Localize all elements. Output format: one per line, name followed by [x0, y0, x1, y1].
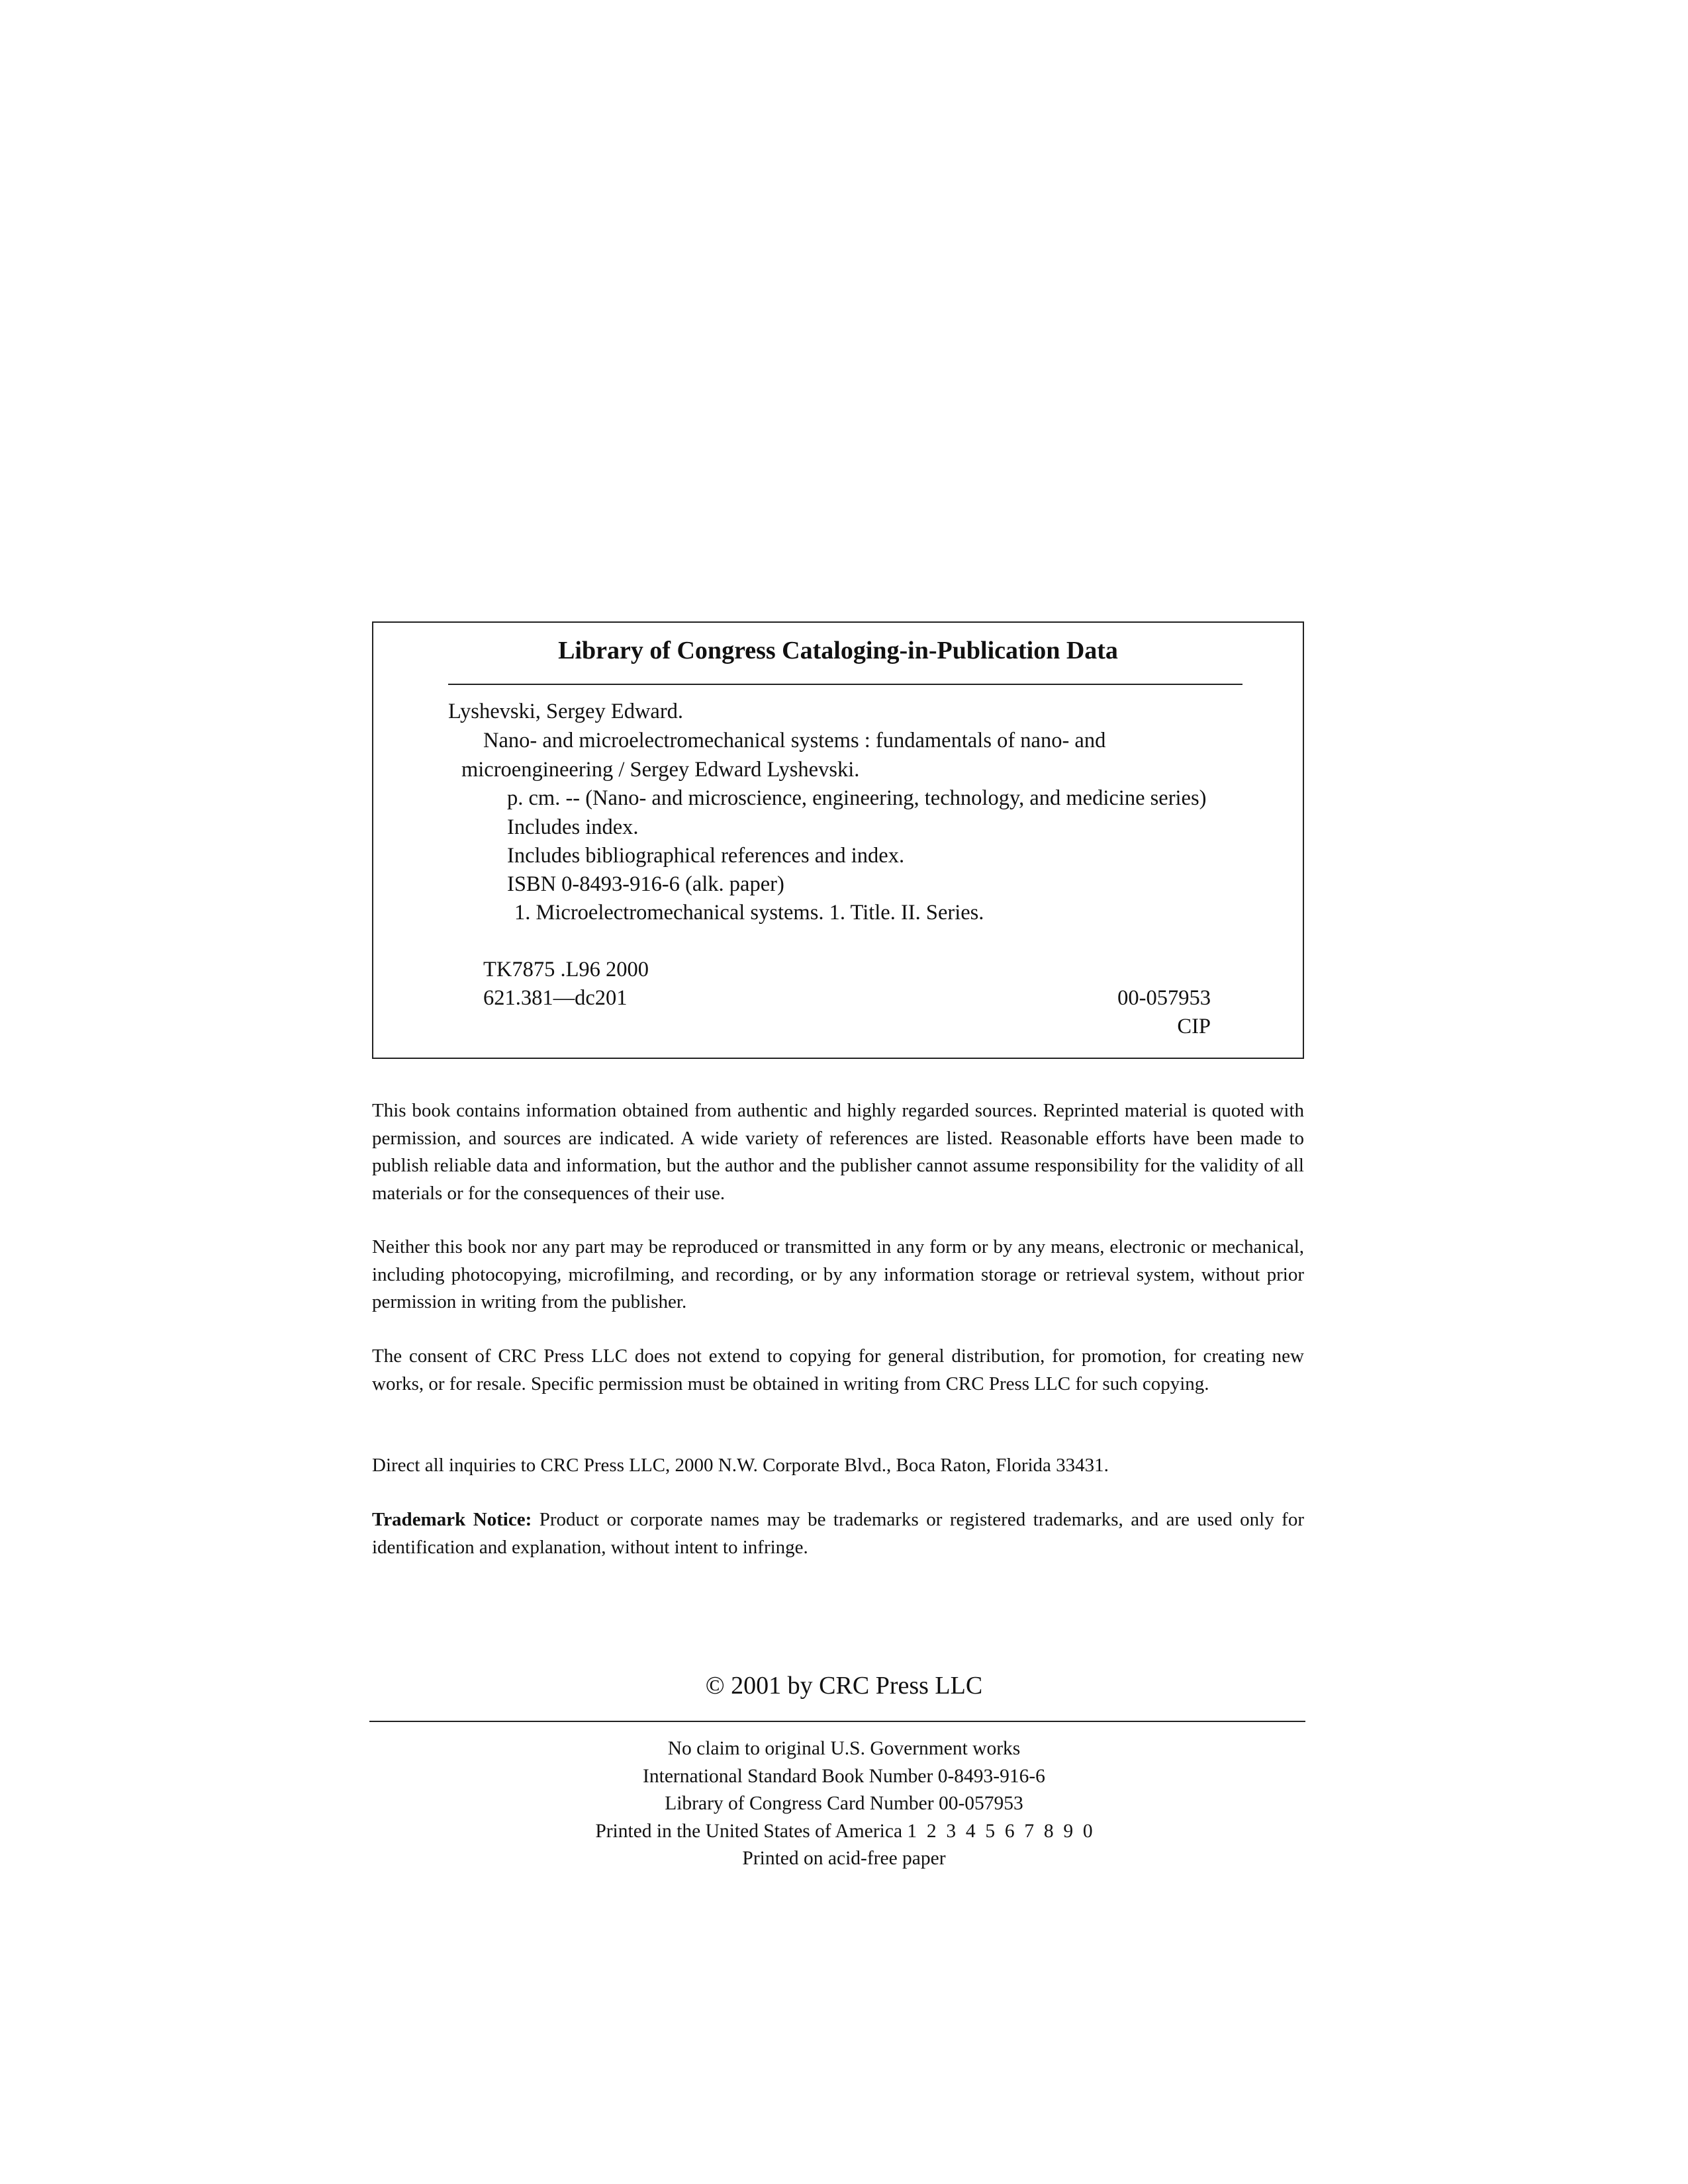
- trademark-notice: [372, 1506, 1304, 1561]
- cip-title-rule: [448, 684, 1243, 685]
- inquiries-notice-text: Direct all inquiries to CRC Press LLC, 2000 N.W. Corporate Blvd., Boca Raton, Florida 33431.: [372, 1455, 1109, 1476]
- lccn-line: Library of Congress Card Number 00-057953: [665, 1793, 1023, 1814]
- printed-in-line: Printed in the United States of America 1 2 3 4 5 6 7 8 9 0: [595, 1820, 1093, 1842]
- consent-notice-text: The consent of CRC Press LLC does not extend to copying for general distribution, for promotion, for creating new works, or for resale. Specific permission must be obtained in writing from CRC Press LLC for such copying.: [372, 1345, 1304, 1394]
- cip-title-line-1: Nano- and microelectromechanical systems : fundamentals of nano- and: [483, 729, 1106, 752]
- cip-title: Library of Congress Cataloging-in-Publication Data: [558, 637, 1118, 664]
- publication-details: [0, 1735, 1688, 1873]
- sources-notice: [372, 1097, 1304, 1207]
- cip-lc-class: TK7875 .L96 2000: [483, 958, 649, 981]
- cip-note-bibliography: Includes bibliographical references and index.: [507, 844, 905, 868]
- isbn-line: International Standard Book Number 0-8493-916-6: [643, 1765, 1045, 1787]
- sources-notice-text: This book contains information obtained from authentic and highly regarded sources. Reprinted material is quoted with permission, and sources are indicated. A wide variety of references are listed. Reasonable efforts have been made to publish reliable data and information, but the author and the publisher cannot assume responsibility for the validity of all materials or for the consequences of their use.: [372, 1100, 1304, 1204]
- inquiries-notice: [372, 1452, 1304, 1480]
- copyright-rule: [369, 1721, 1305, 1722]
- cip-label: CIP: [1177, 1015, 1211, 1038]
- cip-dewey: 621.381—dc201: [483, 986, 628, 1010]
- cip-lccn: 00-057953: [1117, 986, 1211, 1010]
- cip-isbn: ISBN 0-8493-916-6 (alk. paper): [507, 872, 784, 896]
- trademark-text: Product or corporate names may be trademarks or registered trademarks, and are used only for identification and explanation, without intent to infringe.: [372, 1509, 1304, 1558]
- cip-data-box: [372, 621, 1304, 1059]
- trademark-label: Trademark Notice:: [372, 1509, 532, 1530]
- cip-subjects: 1. Microelectromechanical systems. 1. Title. II. Series.: [514, 901, 984, 925]
- acid-free-line: Printed on acid-free paper: [742, 1848, 946, 1869]
- cip-title-line-2: microengineering / Sergey Edward Lyshevski.: [461, 758, 860, 782]
- cip-note-index: Includes index.: [507, 815, 639, 839]
- consent-notice: [372, 1343, 1304, 1398]
- reproduction-notice-text: Neither this book nor any part may be reproduced or transmitted in any form or by any means, electronic or mechanical, including photocopying, microfilming, and recording, or by any information storage or retrieval system, without prior permission in writing from the publisher.: [372, 1236, 1304, 1312]
- cip-author: Lyshevski, Sergey Edward.: [448, 700, 684, 723]
- reproduction-notice: [372, 1234, 1304, 1316]
- cip-series-note: p. cm. -- (Nano- and microscience, engineering, technology, and medicine series): [507, 786, 1207, 810]
- copyright-line: © 2001 by CRC Press LLC: [705, 1672, 983, 1700]
- no-claim-line: No claim to original U.S. Government works: [667, 1738, 1021, 1759]
